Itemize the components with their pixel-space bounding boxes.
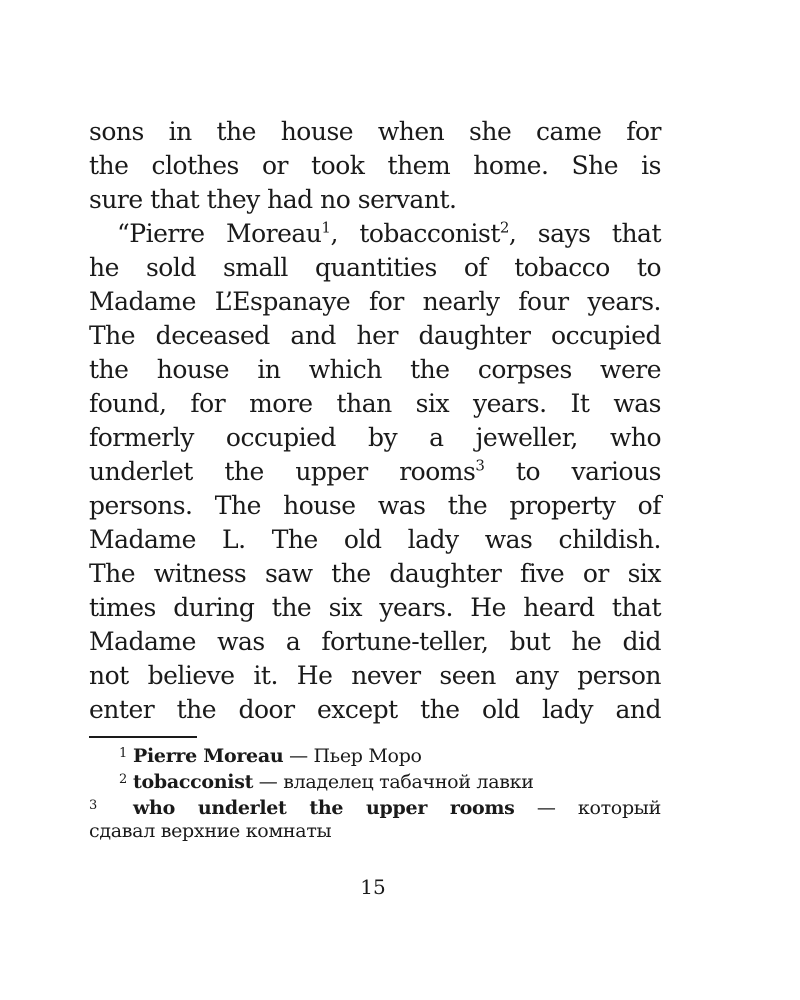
footnote-2 [89, 768, 661, 794]
text-line: times during the six years. He heard that [89, 593, 661, 622]
text-line: he sold small quantities of tobacco to [89, 253, 661, 282]
text-line: the clothes or took them home. She is [89, 151, 661, 180]
text-line: enter the door except the old lady and [89, 695, 661, 724]
text-line: Madame L’Espanaye for nearly four years. [89, 287, 661, 316]
text-line-with-ref [89, 455, 661, 489]
paragraph-first-line [89, 217, 661, 251]
footnote-ref-3: 3 [475, 456, 485, 475]
text-line: sons in the house when she came for [89, 117, 661, 146]
text-fragment: to various [484, 457, 662, 486]
text-line: found, for more than six years. It was [89, 389, 661, 418]
footnote-number: 2 [119, 772, 127, 787]
text-line: sure that they had no servant. [89, 185, 457, 214]
body-text [89, 115, 661, 727]
text-line: The witness saw the daughter five or six [89, 559, 661, 588]
footnote-term: Pierre Moreau [133, 745, 284, 767]
footnote-1 [89, 742, 661, 768]
footnote-gloss: — владелец табачной лавки [253, 771, 534, 793]
footnote-3-continuation: сдавал верхние комнаты [89, 820, 332, 842]
text-fragment: “Pierre Moreau [117, 219, 322, 248]
text-fragment: , tobacconist [330, 219, 500, 248]
text-fragment: underlet the upper rooms [89, 457, 476, 486]
footnote-term: who underlet the upper rooms [133, 797, 515, 819]
footnote-ref-2: 2 [499, 218, 509, 237]
text-line: persons. The house was the property of [89, 491, 661, 520]
text-line: not believe it. He never seen any person [89, 661, 661, 690]
footnote-3 [89, 794, 661, 820]
text-line: the house in which the corpses were [89, 355, 661, 384]
text-line: The deceased and her daughter occupied [89, 321, 661, 350]
footnote-gloss: — Пьер Моро [283, 745, 422, 767]
footnotes [89, 742, 661, 843]
text-line: formerly occupied by a jeweller, who [89, 423, 661, 452]
footnote-ref-1: 1 [321, 218, 331, 237]
text-fragment: , says that [508, 219, 661, 248]
text-line: Madame L. The old lady was childish. [89, 525, 661, 554]
page-number: 15 [360, 875, 386, 899]
footnote-term: tobacconist [133, 771, 254, 793]
footnote-gloss: — который [514, 797, 661, 819]
footnote-number: 3 [89, 798, 97, 813]
footnote-divider [89, 736, 197, 738]
text-line: Madame was a fortune-teller, but he did [89, 627, 661, 656]
footnote-number: 1 [119, 746, 127, 761]
